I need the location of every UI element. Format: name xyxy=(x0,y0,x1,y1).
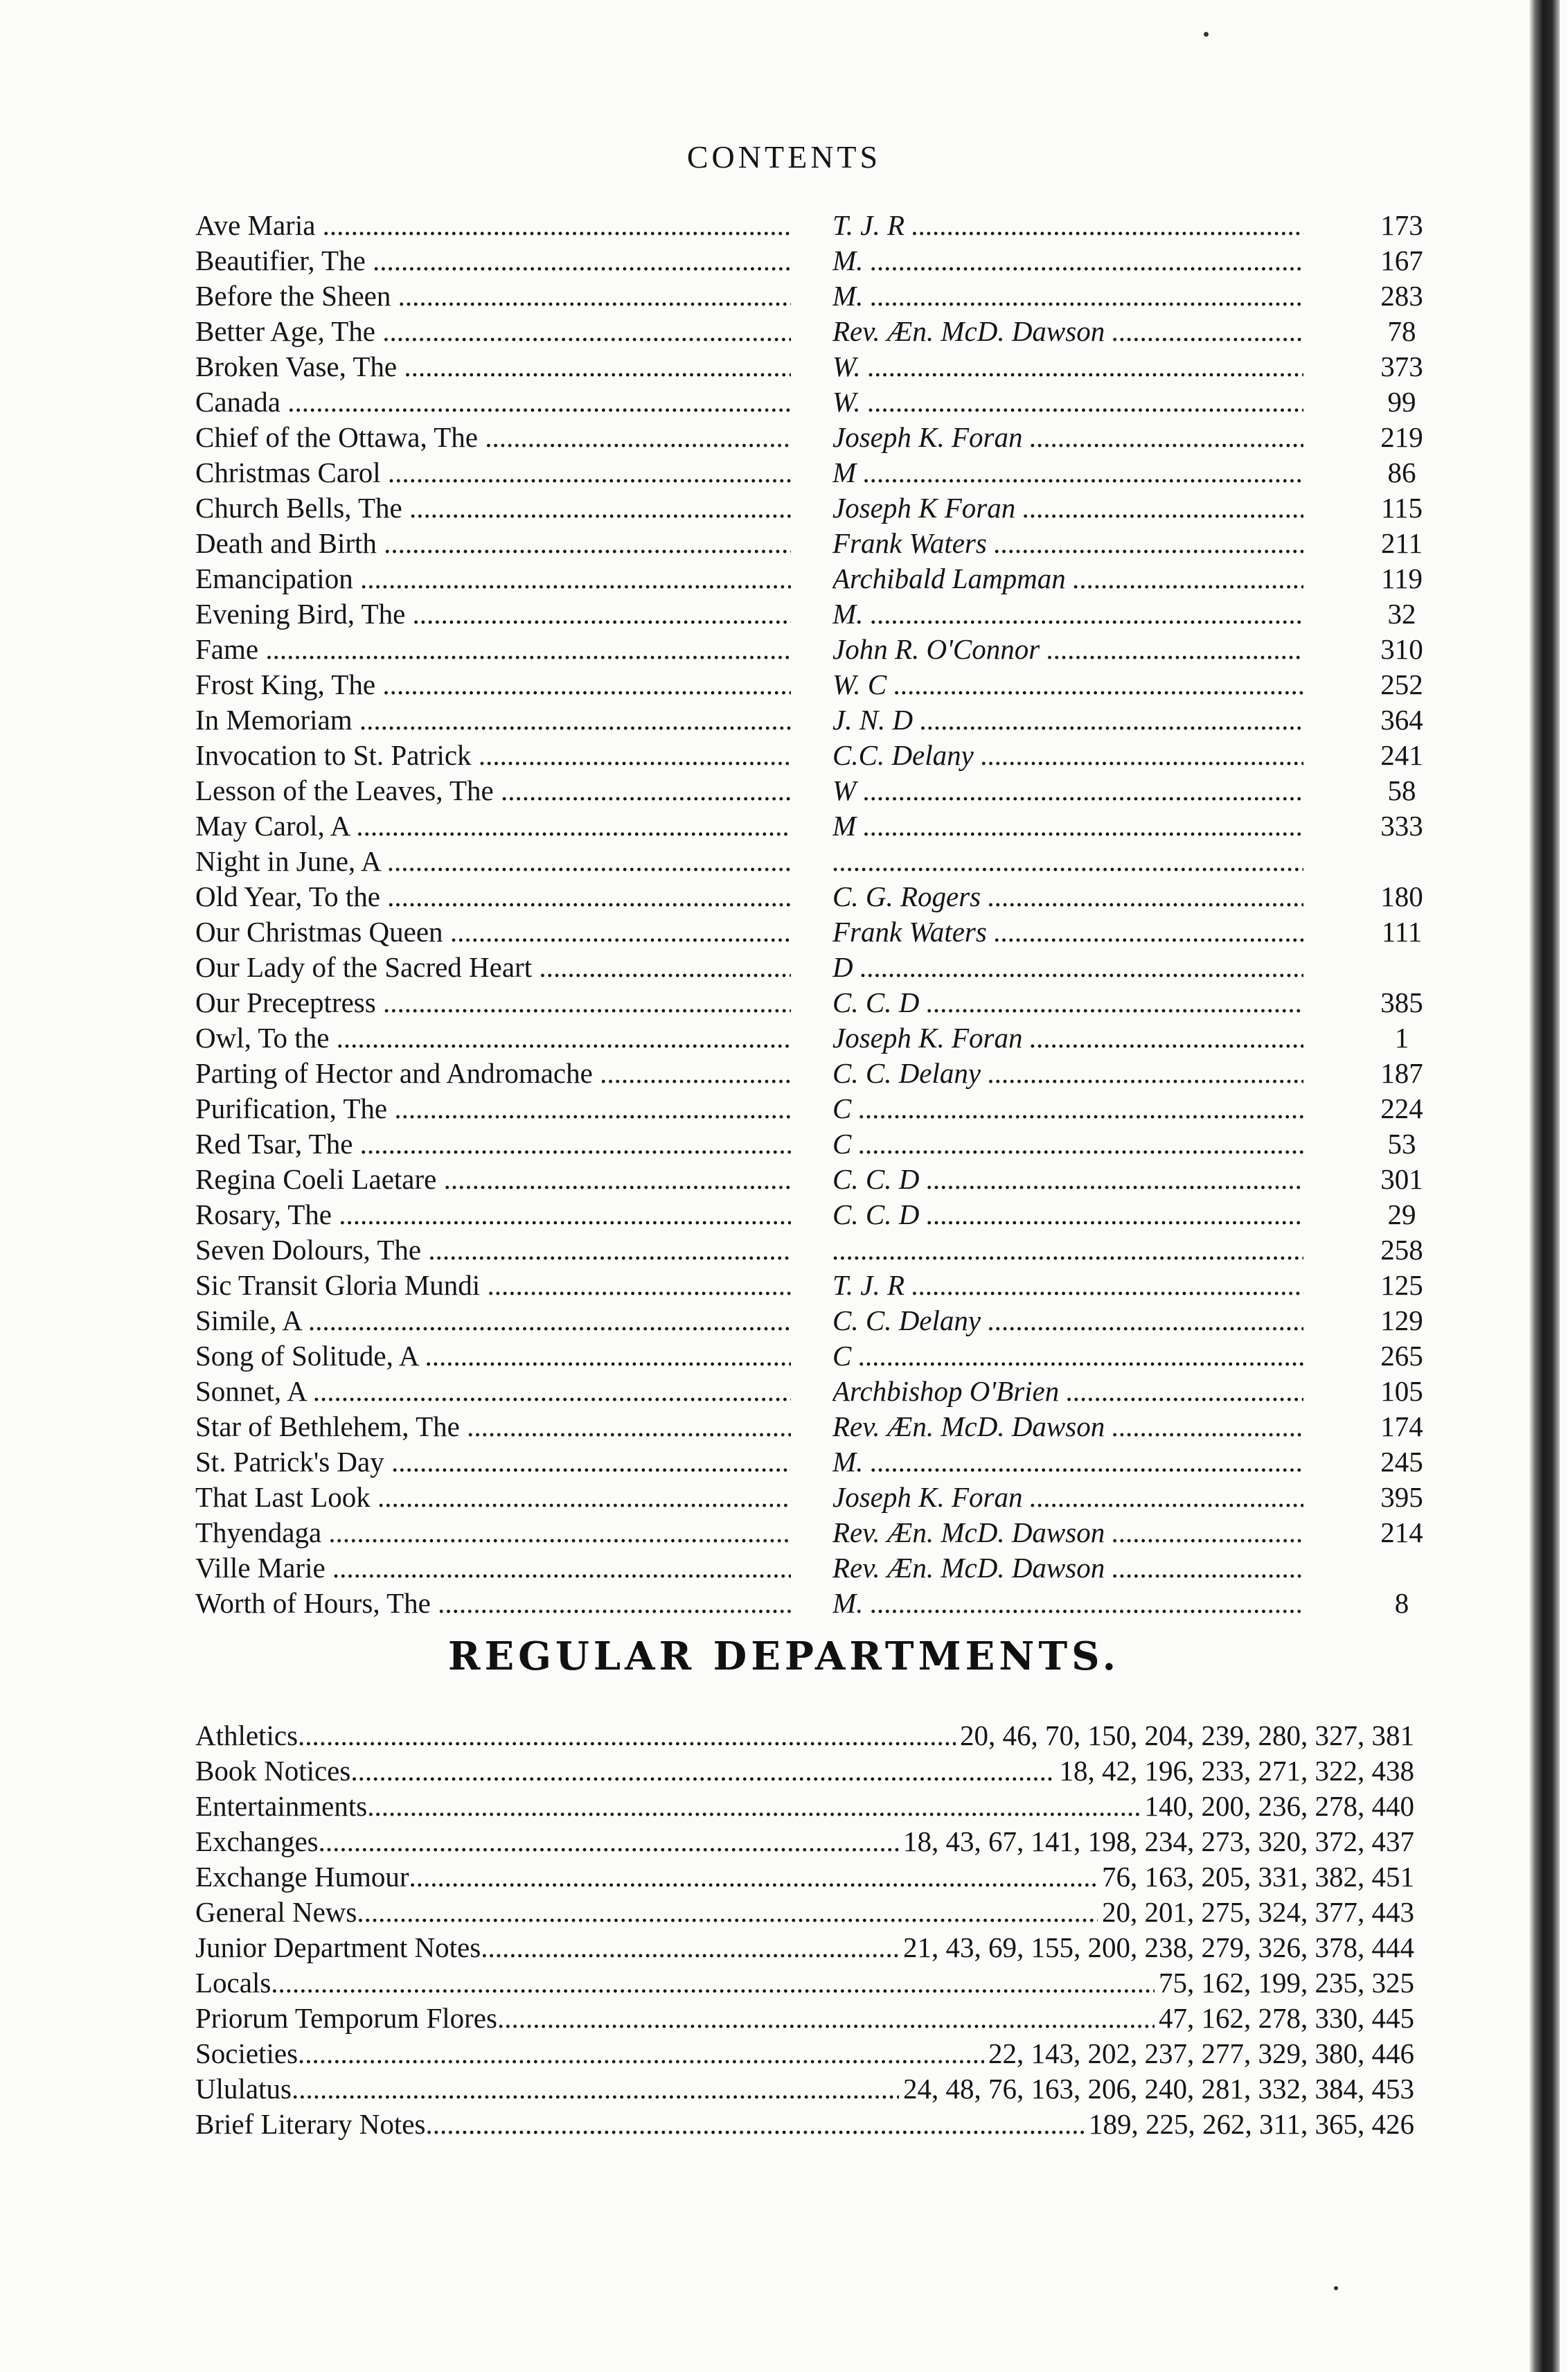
contents-entry xyxy=(195,844,1442,879)
department-name: Entertainments xyxy=(195,1790,368,1822)
entry-title-text: Red Tsar, The xyxy=(195,1128,353,1160)
dot-leader xyxy=(292,2071,899,2107)
dot-leader xyxy=(350,1753,1055,1789)
entry-page: 373 xyxy=(1380,351,1423,382)
entry-author xyxy=(832,349,1303,384)
entry-page: 115 xyxy=(1381,492,1423,524)
entry-page: 364 xyxy=(1380,704,1423,736)
entry-title-text: Rosary, The xyxy=(195,1198,332,1230)
entry-title xyxy=(195,632,791,667)
contents-entry xyxy=(195,314,1442,349)
entry-author xyxy=(832,1126,1303,1162)
dot-leader xyxy=(409,1859,1098,1895)
entry-author-text: Rev. Æn. McD. Dawson xyxy=(832,315,1105,347)
entry-title xyxy=(195,1550,791,1586)
contents-entry xyxy=(195,1020,1442,1056)
department-pages: 18, 42, 196, 233, 271, 322, 438 xyxy=(1059,1755,1414,1787)
entry-title xyxy=(195,1232,791,1268)
ink-speck xyxy=(1334,2286,1338,2290)
entry-author xyxy=(832,950,1303,985)
contents-entry xyxy=(195,1550,1442,1586)
contents-entry xyxy=(195,879,1442,914)
entry-title xyxy=(195,667,791,702)
entry-page: 258 xyxy=(1380,1234,1423,1266)
entry-title-text: Sonnet, A xyxy=(195,1375,306,1407)
entry-title-text: Old Year, To the xyxy=(195,880,380,912)
entry-page: 125 xyxy=(1380,1269,1423,1301)
entry-author-text: John R. O'Connor xyxy=(832,633,1040,665)
entry-author xyxy=(832,1020,1303,1056)
entry-author-text: Rev. Æn. McD. Dawson xyxy=(832,1552,1105,1584)
entry-author-text: T. J. R xyxy=(832,209,905,241)
entry-author xyxy=(832,208,1303,243)
entry-page: 167 xyxy=(1380,245,1423,276)
entry-title xyxy=(195,420,791,455)
entry-page: 174 xyxy=(1380,1410,1423,1442)
entry-title xyxy=(195,1374,791,1409)
entry-author-text: Rev. Æn. McD. Dawson xyxy=(832,1410,1105,1442)
entry-page: 53 xyxy=(1387,1128,1416,1160)
entry-title xyxy=(195,1586,791,1621)
entry-author-text: M. xyxy=(832,598,864,630)
entry-page: 385 xyxy=(1380,986,1423,1018)
entry-title-text: Worth of Hours, The xyxy=(195,1587,431,1619)
entry-author-text: J. N. D xyxy=(832,704,914,736)
entry-title xyxy=(195,738,791,773)
entry-title-text: Church Bells, The xyxy=(195,492,402,524)
entry-title xyxy=(195,243,791,278)
contents-entry xyxy=(195,455,1442,490)
entry-page: 265 xyxy=(1380,1340,1423,1372)
contents-entry xyxy=(195,1091,1442,1126)
entry-title xyxy=(195,314,791,349)
entry-title xyxy=(195,455,791,490)
department-name: Ululatus xyxy=(195,2073,292,2105)
contents-entry xyxy=(195,384,1442,420)
entry-author xyxy=(832,1197,1303,1232)
entry-title-text: Our Christmas Queen xyxy=(195,916,443,948)
entry-title-text: St. Patrick's Day xyxy=(195,1446,384,1478)
entry-author-text: Archibald Lampman xyxy=(832,563,1066,594)
entry-author xyxy=(832,490,1303,526)
contents-entry xyxy=(195,773,1442,808)
entry-author xyxy=(832,384,1303,420)
department-pages: 22, 143, 202, 237, 277, 329, 380, 446 xyxy=(988,2037,1414,2069)
entry-title xyxy=(195,702,791,738)
entry-title xyxy=(195,1126,791,1162)
contents-entry xyxy=(195,208,1442,243)
entry-author xyxy=(832,278,1303,314)
entry-page: 32 xyxy=(1387,598,1416,630)
entry-author-text: Frank Waters xyxy=(832,527,987,559)
entry-page: 58 xyxy=(1387,775,1416,806)
entry-page: 219 xyxy=(1380,421,1423,453)
entry-author xyxy=(832,1303,1303,1338)
entry-page: 241 xyxy=(1380,739,1423,771)
contents-entry xyxy=(195,561,1442,596)
entry-page: 252 xyxy=(1380,669,1423,700)
entry-author xyxy=(832,667,1303,702)
department-name: Locals xyxy=(195,1967,271,1999)
entry-title-text: Beautifier, The xyxy=(195,245,366,276)
department-name: Exchange Humour xyxy=(195,1861,409,1893)
contents-entry xyxy=(195,420,1442,455)
entry-author xyxy=(832,773,1303,808)
department-pages: 18, 43, 67, 141, 198, 234, 273, 320, 372, 437 xyxy=(903,1825,1414,1857)
entry-author-text: T. J. R xyxy=(832,1269,905,1301)
department-name: Athletics xyxy=(195,1719,299,1751)
entry-author-text: W. xyxy=(832,351,861,382)
department-name: Exchanges xyxy=(195,1825,319,1857)
entry-title xyxy=(195,1444,791,1480)
department-name: Societies xyxy=(195,2037,299,2069)
entry-author-text: Joseph K. Foran xyxy=(832,1481,1023,1513)
entry-page: 86 xyxy=(1387,457,1416,488)
entry-page: 395 xyxy=(1380,1481,1423,1513)
contents-entry xyxy=(195,1197,1442,1232)
entry-title-text: Song of Solitude, A xyxy=(195,1340,418,1372)
department-entry xyxy=(195,2036,1414,2071)
entry-author xyxy=(832,1550,1303,1586)
entry-title xyxy=(195,879,791,914)
entry-title-text: Fame xyxy=(195,633,259,665)
department-name: Priorum Temporum Flores xyxy=(195,2002,497,2034)
entry-title xyxy=(195,1020,791,1056)
contents-entry xyxy=(195,667,1442,702)
contents-entry xyxy=(195,1338,1442,1374)
entry-title xyxy=(195,1162,791,1197)
entry-author xyxy=(832,596,1303,632)
entry-title-text: Lesson of the Leaves, The xyxy=(195,775,494,806)
contents-entry xyxy=(195,702,1442,738)
department-entry xyxy=(195,1718,1414,1753)
entry-author-text: C. C. D xyxy=(832,1163,920,1195)
department-entry xyxy=(195,1824,1414,1859)
department-entry xyxy=(195,2107,1414,2142)
entry-title-text: Ville Marie xyxy=(195,1552,326,1584)
department-name: General News xyxy=(195,1896,357,1928)
contents-entry xyxy=(195,985,1442,1020)
entry-author xyxy=(832,914,1303,950)
entry-title xyxy=(195,1338,791,1374)
entry-title-text: Our Lady of the Sacred Heart xyxy=(195,951,533,983)
entry-author-text: Joseph K. Foran xyxy=(832,1022,1023,1054)
entry-author-text: C. C. Delany xyxy=(832,1304,981,1336)
entry-title-text: Our Preceptress xyxy=(195,986,376,1018)
entry-page: 99 xyxy=(1387,386,1416,418)
department-pages: 140, 200, 236, 278, 440 xyxy=(1144,1790,1414,1822)
entry-author-text: C xyxy=(832,1092,852,1124)
contents-title: CONTENTS xyxy=(686,139,882,175)
entry-author xyxy=(832,738,1303,773)
entry-title xyxy=(195,561,791,596)
entry-author-text: Joseph K. Foran xyxy=(832,421,1023,453)
entry-title-text: Christmas Carol xyxy=(195,457,381,488)
entry-title-text: In Memoriam xyxy=(195,704,353,736)
dot-leader xyxy=(497,2001,1155,2036)
entry-title xyxy=(195,1409,791,1444)
department-name: Book Notices xyxy=(195,1755,351,1787)
contents-entry xyxy=(195,243,1442,278)
entry-page: 119 xyxy=(1381,563,1423,594)
entry-author xyxy=(832,455,1303,490)
entry-author-text: D xyxy=(832,951,853,983)
entry-title xyxy=(195,596,791,632)
entry-author xyxy=(832,632,1303,667)
dot-leader xyxy=(298,1718,956,1753)
dot-leader xyxy=(357,1895,1098,1930)
contents-entry xyxy=(195,349,1442,384)
contents-entry xyxy=(195,596,1442,632)
entry-title xyxy=(195,950,791,985)
entry-author xyxy=(832,314,1303,349)
entry-page: 245 xyxy=(1380,1446,1423,1478)
entry-author xyxy=(832,1374,1303,1409)
entry-author xyxy=(832,420,1303,455)
entry-title xyxy=(195,844,791,879)
entry-title-text: Seven Dolours, The xyxy=(195,1234,422,1266)
entry-title-text: Emancipation xyxy=(195,563,353,594)
entry-title xyxy=(195,349,791,384)
dot-leader xyxy=(298,2036,984,2071)
entry-title-text: Thyendaga xyxy=(195,1516,322,1548)
entry-title-text: Owl, To the xyxy=(195,1022,330,1054)
contents-entry xyxy=(195,1056,1442,1091)
entry-title-text: Night in June, A xyxy=(195,845,380,877)
contents-entry xyxy=(195,1444,1442,1480)
entry-title xyxy=(195,1515,791,1550)
entry-title-text: Frost King, The xyxy=(195,669,376,700)
entry-page: 301 xyxy=(1380,1163,1423,1195)
contents-entry xyxy=(195,1586,1442,1621)
entry-author-text: C xyxy=(832,1128,852,1160)
entry-title-text: Canada xyxy=(195,386,280,418)
entry-author xyxy=(832,985,1303,1020)
entry-page: 173 xyxy=(1380,209,1423,241)
entry-page: 283 xyxy=(1380,280,1423,312)
entry-author xyxy=(832,243,1303,278)
entry-title-text: Simile, A xyxy=(195,1304,301,1336)
entry-title-text: Parting of Hector and Andromache xyxy=(195,1057,593,1089)
entry-page: 224 xyxy=(1380,1092,1423,1124)
entry-author xyxy=(832,808,1303,844)
contents-entry xyxy=(195,1374,1442,1409)
entry-author xyxy=(832,1162,1303,1197)
entry-title-text: Regina Coeli Laetare xyxy=(195,1163,437,1195)
entry-author-text: M. xyxy=(832,1446,864,1478)
departments-title: REGULAR DEPARTMENTS. xyxy=(447,1634,1121,1679)
page-binding-edge xyxy=(1529,0,1560,2372)
entry-author xyxy=(832,879,1303,914)
entry-author xyxy=(832,1268,1303,1303)
department-name: Junior Department Notes xyxy=(195,1931,481,1963)
dot-leader xyxy=(425,2107,1085,2142)
contents-entry xyxy=(195,526,1442,561)
entry-author-text: M. xyxy=(832,1587,864,1619)
entry-author xyxy=(832,844,1303,879)
entry-author-text: C.C. Delany xyxy=(832,739,974,771)
entry-title-text: Purification, The xyxy=(195,1092,388,1124)
entry-title xyxy=(195,1480,791,1515)
entry-title-text: May Carol, A xyxy=(195,810,350,842)
entry-author-text: Rev. Æn. McD. Dawson xyxy=(832,1516,1105,1548)
entry-title xyxy=(195,1056,791,1091)
entry-author-text: C. C. Delany xyxy=(832,1057,981,1089)
entry-author-text: M xyxy=(832,457,857,488)
entry-title xyxy=(195,526,791,561)
contents-entry xyxy=(195,1162,1442,1197)
contents-entry xyxy=(195,1480,1442,1515)
entry-page: 78 xyxy=(1387,315,1416,347)
entry-author-text: Frank Waters xyxy=(832,916,987,948)
ink-speck xyxy=(1204,32,1209,37)
entry-page: 29 xyxy=(1387,1198,1416,1230)
contents-entry xyxy=(195,738,1442,773)
entry-title xyxy=(195,208,791,243)
department-entry xyxy=(195,1930,1414,1965)
entry-author xyxy=(832,561,1303,596)
entry-author-text: Joseph K Foran xyxy=(832,492,1016,524)
entry-page: 180 xyxy=(1380,880,1423,912)
entry-title xyxy=(195,773,791,808)
entry-title xyxy=(195,1303,791,1338)
entry-author-text: W xyxy=(832,775,857,806)
contents-entry xyxy=(195,1268,1442,1303)
entry-title-text: Better Age, The xyxy=(195,315,375,347)
contents-entry xyxy=(195,490,1442,526)
entry-author-text: C. C. D xyxy=(832,1198,920,1230)
department-entry xyxy=(195,1859,1414,1895)
entry-page: 187 xyxy=(1380,1057,1423,1089)
department-pages: 76, 163, 205, 331, 382, 451 xyxy=(1102,1861,1414,1893)
entry-title-text: Sic Transit Gloria Mundi xyxy=(195,1269,481,1301)
entry-author xyxy=(832,1480,1303,1515)
entry-title-text: Chief of the Ottawa, The xyxy=(195,421,478,453)
entry-author xyxy=(832,1515,1303,1550)
entry-title xyxy=(195,490,791,526)
entry-author-text: Archbishop O'Brien xyxy=(832,1375,1060,1407)
entry-author xyxy=(832,1232,1303,1268)
contents-entry xyxy=(195,808,1442,844)
contents-entry xyxy=(195,1409,1442,1444)
entry-page: 111 xyxy=(1381,916,1423,948)
department-pages: 75, 162, 199, 235, 325 xyxy=(1159,1967,1414,1999)
entry-title xyxy=(195,278,791,314)
department-pages: 20, 201, 275, 324, 377, 443 xyxy=(1102,1896,1414,1928)
entry-author-text: W. C xyxy=(832,669,887,700)
entry-title xyxy=(195,808,791,844)
contents-entry xyxy=(195,1515,1442,1550)
entry-author-text: M. xyxy=(832,245,864,276)
entry-author xyxy=(832,1444,1303,1480)
entry-title xyxy=(195,1268,791,1303)
entry-page: 8 xyxy=(1394,1587,1409,1619)
department-entry xyxy=(195,1753,1414,1789)
contents-entry xyxy=(195,1303,1442,1338)
entry-author xyxy=(832,1586,1303,1621)
contents-entry xyxy=(195,950,1442,985)
contents-entry xyxy=(195,914,1442,950)
dot-leader xyxy=(367,1789,1140,1824)
contents-entry xyxy=(195,1232,1442,1268)
entry-page: 214 xyxy=(1380,1516,1423,1548)
department-entry xyxy=(195,1789,1414,1824)
department-pages: 21, 43, 69, 155, 200, 238, 279, 326, 378, 444 xyxy=(903,1931,1414,1963)
contents-entry xyxy=(195,632,1442,667)
entry-author-text: C. G. Rogers xyxy=(832,880,981,912)
dot-leader xyxy=(319,1824,899,1859)
entry-author-text: W. xyxy=(832,386,861,418)
department-pages: 24, 48, 76, 163, 206, 240, 281, 332, 384, 453 xyxy=(903,2073,1414,2105)
entry-author xyxy=(832,526,1303,561)
entry-page: 310 xyxy=(1380,633,1423,665)
department-entry xyxy=(195,2071,1414,2107)
entry-author xyxy=(832,702,1303,738)
entry-title-text: Broken Vase, The xyxy=(195,351,398,382)
entry-title-text: That Last Look xyxy=(195,1481,371,1513)
entry-title xyxy=(195,1197,791,1232)
entry-page: 129 xyxy=(1380,1304,1423,1336)
department-pages: 47, 162, 278, 330, 445 xyxy=(1159,2002,1414,2034)
contents-entry xyxy=(195,278,1442,314)
entry-title-text: Invocation to St. Patrick xyxy=(195,739,472,771)
entry-author-text: C. C. D xyxy=(832,986,920,1018)
departments-list xyxy=(195,1718,1414,2142)
entry-title-text: Ave Maria xyxy=(195,209,316,241)
entry-author xyxy=(832,1056,1303,1091)
department-entry xyxy=(195,1965,1414,2001)
entry-page: 105 xyxy=(1380,1375,1423,1407)
entry-author-text: M. xyxy=(832,280,864,312)
entry-title-text: Evening Bird, The xyxy=(195,598,406,630)
entry-title xyxy=(195,914,791,950)
dot-leader xyxy=(271,1965,1155,2001)
department-name: Brief Literary Notes xyxy=(195,2108,426,2140)
entry-author-text: M xyxy=(832,810,857,842)
entry-page: 333 xyxy=(1380,810,1423,842)
contents-entry xyxy=(195,1126,1442,1162)
entry-title-text: Before the Sheen xyxy=(195,280,391,312)
entry-title xyxy=(195,384,791,420)
dot-leader xyxy=(481,1930,899,1965)
department-pages: 189, 225, 262, 311, 365, 426 xyxy=(1089,2108,1414,2140)
entry-title-text: Death and Birth xyxy=(195,527,377,559)
department-entry xyxy=(195,1895,1414,1930)
entry-title-text: Star of Bethlehem, The xyxy=(195,1410,460,1442)
entry-page: 1 xyxy=(1394,1022,1409,1054)
entry-title xyxy=(195,985,791,1020)
entry-page: 211 xyxy=(1381,527,1423,559)
department-pages: 20, 46, 70, 150, 204, 239, 280, 327, 381 xyxy=(960,1719,1414,1751)
entry-title xyxy=(195,1091,791,1126)
contents-list xyxy=(195,208,1442,1621)
entry-author xyxy=(832,1338,1303,1374)
entry-author-text: C xyxy=(832,1340,852,1372)
department-entry xyxy=(195,2001,1414,2036)
entry-author xyxy=(832,1409,1303,1444)
entry-author xyxy=(832,1091,1303,1126)
